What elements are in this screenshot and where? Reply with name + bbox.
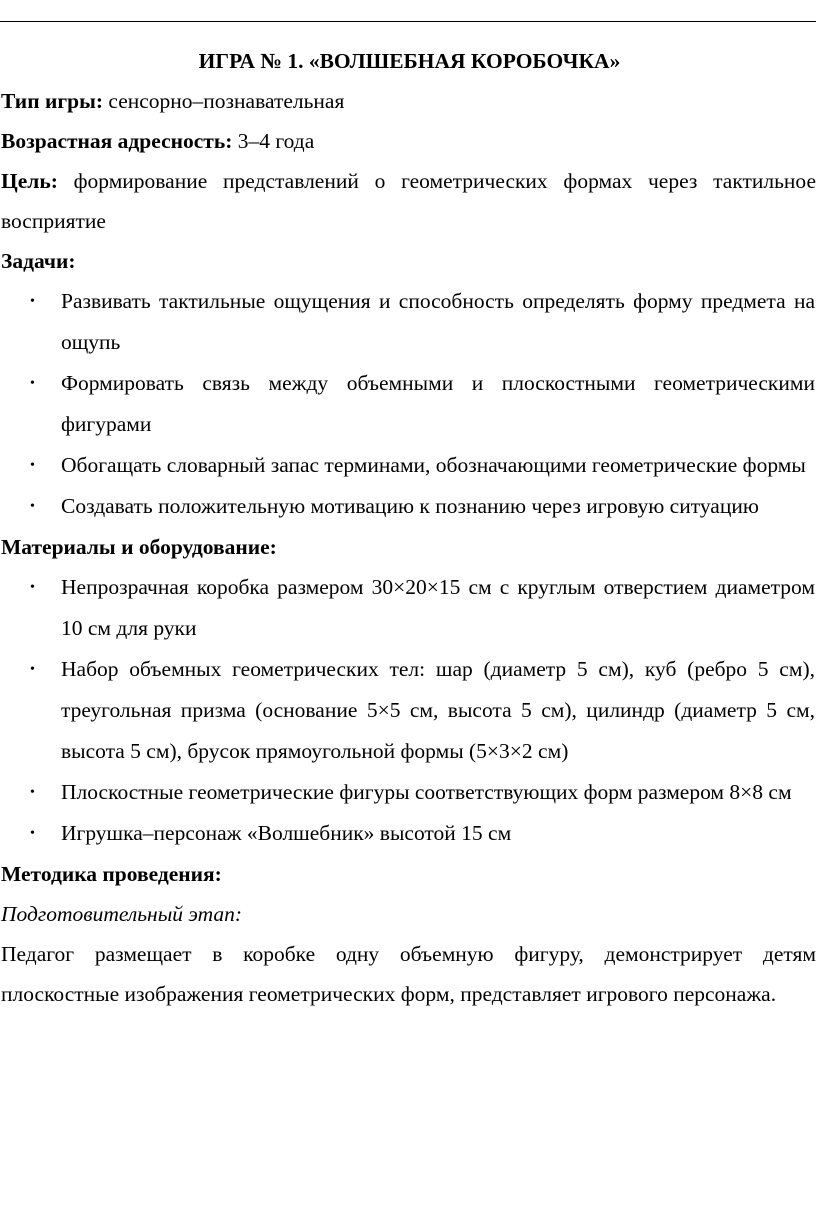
list-item (0, 445, 815, 486)
task-text: Развивать тактильные ощущения и способность определять форму предмета на ощупь (61, 289, 815, 354)
goal-line (0, 161, 816, 241)
tasks-list (0, 281, 816, 527)
task-text: Обогащать словарный запас терминами, обозначающими геометрические формы (61, 453, 806, 477)
bullet-icon: • (30, 785, 35, 800)
method-heading: Методика проведения: (1, 862, 222, 886)
tasks-heading: Задачи: (1, 249, 76, 273)
method-paragraph: Педагог размещает в коробке одну объемную фигуру, демонстрирует детям плоскостные изображения геометрических форм, представляет игрового персонажа. (1, 942, 816, 1006)
material-text: Набор объемных геометрических тел: шар (диаметр 5 см), куб (ребро 5 см), треугольная призма (основание 5×5 см, высота 5 см), цилиндр (диаметр 5 см, высота 5 см), брусок прямоугольной формы (5×3×2 см) (61, 657, 815, 763)
stage-label: Подготовительный этап: (1, 902, 243, 926)
bullet-icon: • (30, 294, 35, 309)
list-item (0, 772, 815, 813)
list-item (0, 567, 815, 649)
list-item (0, 813, 815, 854)
game-type-line (0, 81, 816, 121)
materials-list (0, 567, 816, 854)
game-type-label: Тип игры: (1, 89, 104, 113)
material-text: Игрушка–персонаж «Волшебник» высотой 15 см (61, 821, 512, 845)
material-text: Непрозрачная коробка размером 30×20×15 см с круглым отверстием диаметром 10 см для руки (61, 575, 815, 640)
bullet-icon: • (30, 376, 35, 391)
task-text: Формировать связь между объемными и плоскостными геометрическими фигурами (61, 371, 815, 436)
list-item (0, 363, 815, 445)
material-text: Плоскостные геометрические фигуры соответствующих форм размером 8×8 см (61, 780, 792, 804)
page-title: ИГРА № 1. «ВОЛШЕБНАЯ КОРОБОЧКА» (198, 49, 621, 73)
bullet-icon: • (30, 499, 35, 514)
bullet-icon: • (30, 580, 35, 595)
goal-value: формирование представлений о геометрических формах через тактильное восприятие (1, 169, 816, 233)
list-item (0, 486, 815, 527)
task-text: Создавать положительную мотивацию к познанию через игровую ситуацию (61, 494, 759, 518)
materials-heading: Материалы и оборудование: (1, 535, 277, 559)
goal-label: Цель: (1, 169, 58, 193)
game-type-value: сенсорно–познавательная (103, 89, 345, 113)
bullet-icon: • (30, 458, 35, 473)
list-item (0, 281, 815, 363)
header-rule (0, 21, 816, 22)
bullet-icon: • (30, 662, 35, 677)
document-page (0, 41, 816, 1014)
list-item (0, 649, 815, 772)
age-label: Возрастная адресность: (1, 129, 233, 153)
age-line (0, 121, 816, 161)
bullet-icon: • (30, 826, 35, 841)
age-value: 3–4 года (232, 129, 315, 153)
